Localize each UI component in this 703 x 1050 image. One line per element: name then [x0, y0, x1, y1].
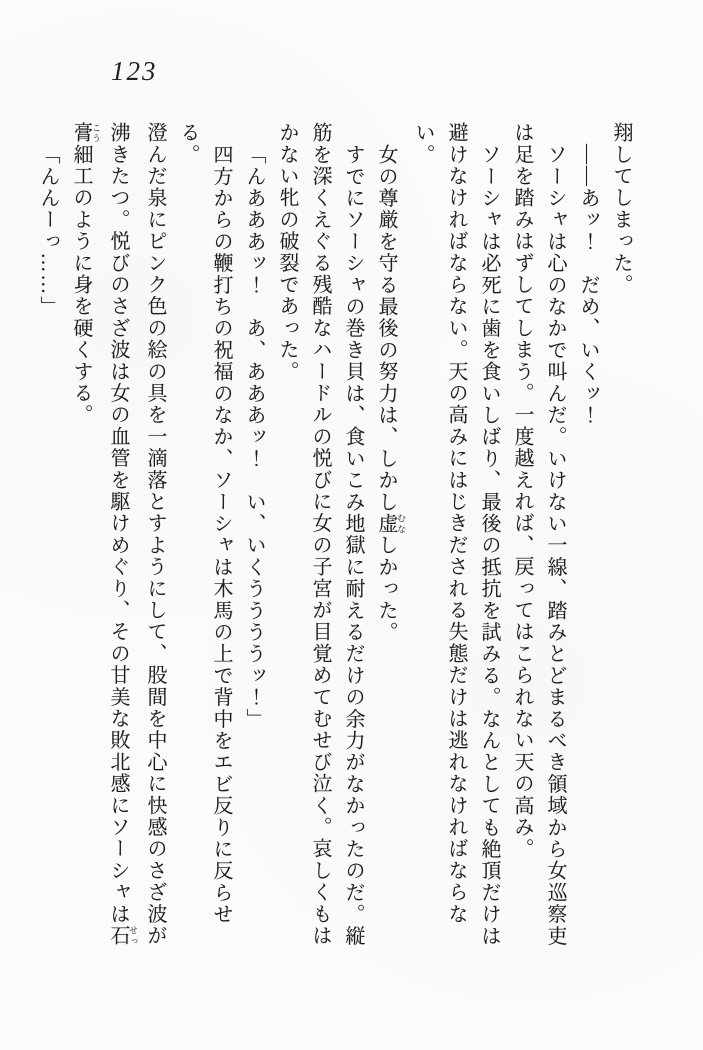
ruby-annotated-kanji: 石 せっ: [107, 924, 138, 947]
text-line: ソーシャは心のなかで叫んだ。いけない一線、踏みとどまるべき領域から女巡察吏: [544, 144, 566, 947]
text-line: 膏 こう細工のように身を硬くする。: [70, 122, 101, 426]
text-line: は足を踏みはずしてしまう。一度越えれば、戻ってはこられない天の高み。: [511, 122, 533, 860]
page-number: 123: [111, 56, 158, 86]
text-line: 「んあああッ！ あ、あああッ！ い、いくううううッ！」: [243, 144, 265, 730]
text-line: 筋を深くえぐる残酷なハードルの悦びに女の子宮が目覚めてむせび泣く。哀しくもは: [309, 122, 331, 947]
ruby-annotated-kanji: 虚 むな: [375, 512, 406, 535]
text-line: 避けなければならない。天の高みにはじきだされる失態だけは逃れなければならない。: [412, 122, 467, 925]
text-line: ソーシャは必死に歯を食いしばり、最後の抵抗を試みる。なんとしても絶頂だけは: [478, 144, 500, 947]
text-line: かない牝の破裂であった。: [276, 122, 298, 383]
text-line: ――あッ！ だめ、いくッ！: [577, 144, 599, 427]
ruby-annotated-kanji: 膏 こう: [70, 122, 101, 144]
text-line: すでにソーシャの巻き貝は、食いこみ地獄に耐えるだけの余力がなかったのだ。縦: [342, 144, 364, 947]
text-line: 澄んだ泉にピンク色の絵の具を一滴落とすようにして、股間を中心に快感のさざ波が: [144, 122, 166, 947]
text-block: [31, 122, 637, 964]
text-line: 女の尊厳を守る最後の努力は、しかし虚 むなしかった。: [375, 144, 406, 644]
text-line: 四方からの鞭打ちの祝福のなか、ソーシャは木馬の上で背中をエビ反りに反らせる。: [177, 122, 232, 926]
text-line: 沸きたつ。悦びのさざ波は女の血管を駆けめぐり、その甘美な敗北感にソーシャは石 せっ: [107, 122, 138, 947]
text-line: 翔してしまった。: [610, 122, 632, 296]
text-line: 「んんーっ……」: [37, 144, 59, 318]
